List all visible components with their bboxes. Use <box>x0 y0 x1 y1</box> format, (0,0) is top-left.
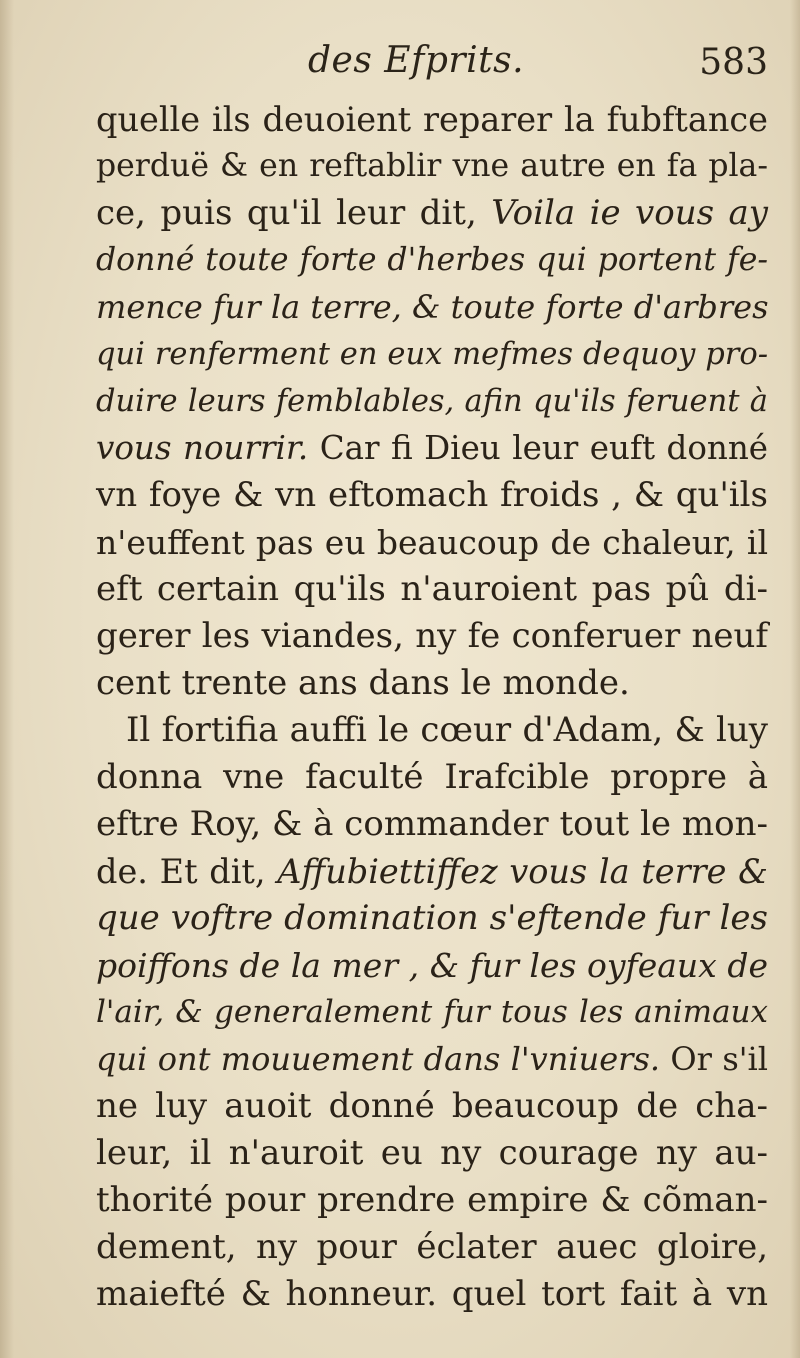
text-line: n'euffent pas eu beaucoup de chaleur, il <box>96 523 768 562</box>
text-line: de. Et dit, Affubiettiffez vous la terre & <box>96 852 768 891</box>
text-line: maiefté & honneur. quel tort fait à vn <box>96 1274 768 1314</box>
text-line: perduë & en reftablir vne autre en fa pla- <box>96 148 768 184</box>
text-line: donna vne faculté Irafcible propre à <box>96 757 768 797</box>
text-line: l'air, & generalement fur tous les animaux <box>96 994 768 1030</box>
text-line: ne luy auoit donné beaucoup de cha- <box>96 1086 768 1126</box>
text-line: duire leurs femblables, afin qu'ils feruent à <box>96 384 768 419</box>
text-line: gerer les viandes, ny fe conferuer neuf <box>96 616 768 656</box>
text-line: eft certain qu'ils n'auroient pas pû di- <box>96 569 768 609</box>
page-number: 583 <box>699 42 768 83</box>
text-line: poiffons de la mer , & fur les oyfeaux de <box>96 946 768 985</box>
body-text <box>96 96 768 1318</box>
running-title: des Efprits. <box>308 40 525 81</box>
text-line: quelle ils deuoient reparer la fubftance <box>96 100 768 139</box>
paragraph-start-line: Il fortifia auffi le cœur d'Adam, & luy <box>126 710 768 750</box>
page-header <box>96 40 768 100</box>
text-line: leur, il n'auroit eu ny courage ny au- <box>96 1133 768 1173</box>
text-line: dement, ny pour éclater auec gloire, <box>96 1227 768 1267</box>
text-line: mence fur la terre, & toute forte d'arbres <box>96 288 769 326</box>
text-line: que voftre domination s'eftende fur les <box>96 898 768 938</box>
text-line: qui ont mouuement dans l'vniuers. Or s'il <box>96 1040 769 1078</box>
text-line: qui renferment en eux mefmes dequoy pro- <box>96 337 768 372</box>
paragraph-end-line: cent trente ans dans le monde. <box>96 663 630 703</box>
text-line: donné toute forte d'herbes qui portent fe- <box>96 242 768 278</box>
text-line: vous nourrir. Car fi Dieu leur euft donné <box>96 429 769 467</box>
text-line: ce, puis qu'il leur dit, Voila ie vous ay <box>96 193 768 233</box>
text-line: vn foye & vn eftomach froids , & qu'ils <box>96 475 768 515</box>
text-line: thorité pour prendre empire & cõman- <box>96 1180 768 1220</box>
text-line: eftre Roy, & à commander tout le mon- <box>96 804 768 844</box>
